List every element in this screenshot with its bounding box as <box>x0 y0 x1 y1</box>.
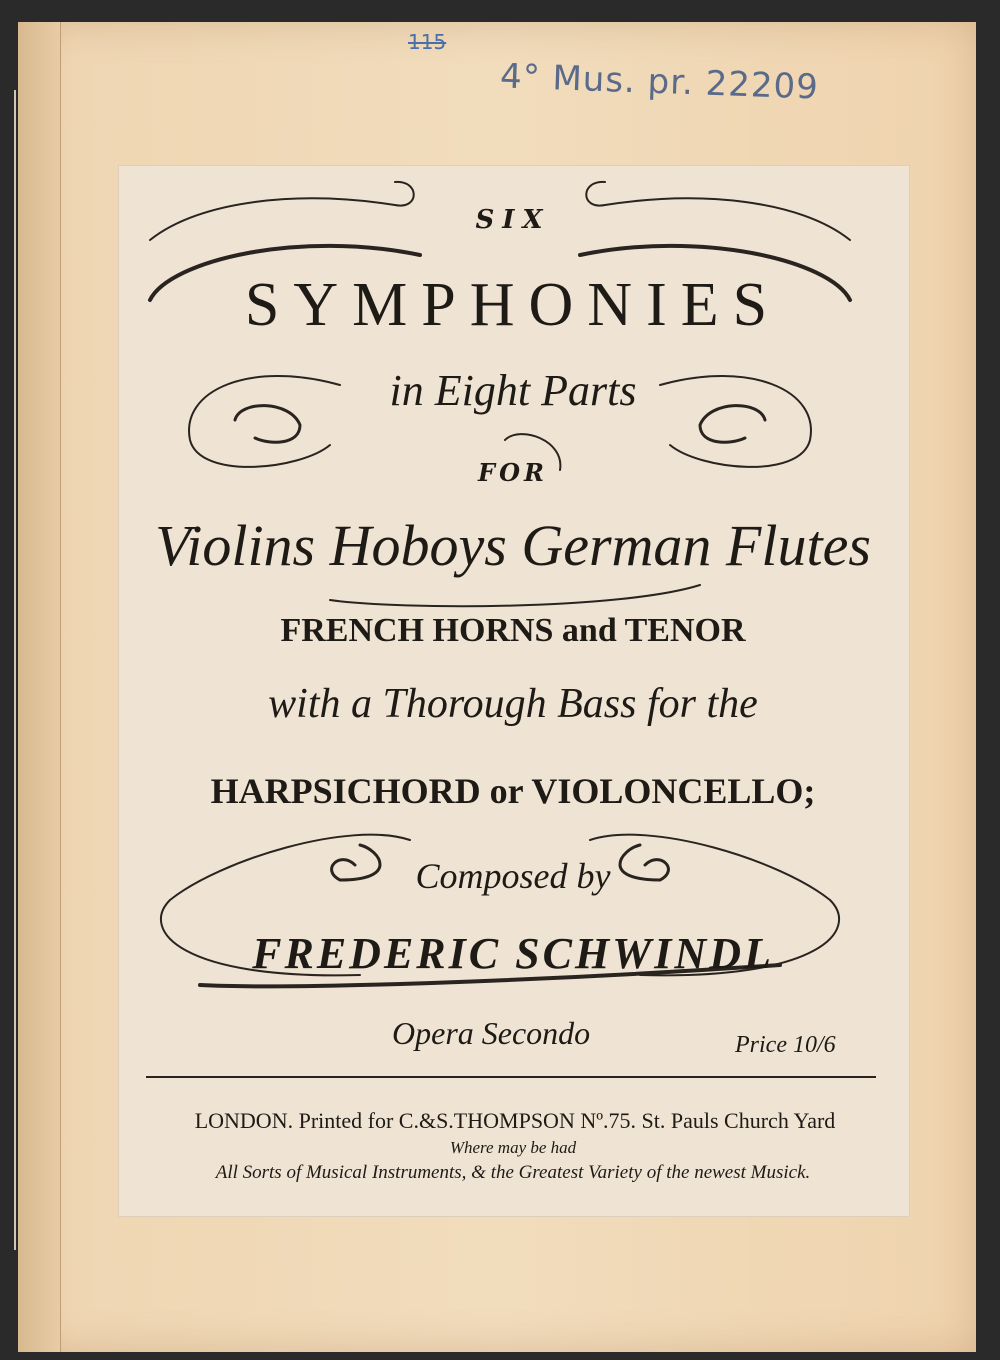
title-french-horns: FRENCH HORNS and TENOR <box>280 612 746 649</box>
opus-number: Opera Secondo <box>392 1015 591 1051</box>
composer-name: FREDERIC SCHWINDL <box>252 929 774 978</box>
title-six: SIX <box>475 205 551 235</box>
title-symphonies: SYMPHONIES <box>244 271 782 339</box>
composed-by-label: Composed by <box>415 856 611 896</box>
title-instruments: Violins Hoboys German Flutes <box>155 513 871 578</box>
title-for: FOR <box>478 458 548 487</box>
title-harpsichord: HARPSICHORD or VIOLONCELLO; <box>210 771 816 811</box>
imprint-line: LONDON. Printed for C.&S.THOMPSON Nº.75. St. Pauls Church Yard <box>194 1108 836 1133</box>
title-thorough-bass: with a Thorough Bass for the <box>268 681 758 727</box>
shelfmark-annotation: 4° Mus. pr. 22209 <box>499 56 820 108</box>
divider-rule <box>146 1076 876 1078</box>
old-number-annotation: 115 <box>408 30 447 54</box>
title-eight-parts: in Eight Parts <box>389 366 637 415</box>
imprint-sorts: All Sorts of Musical Instruments, & the Greatest Variety of the newest Musick. <box>215 1162 811 1183</box>
imprint-where: Where may be had <box>449 1138 577 1157</box>
price: Price 10/6 <box>735 1032 836 1058</box>
